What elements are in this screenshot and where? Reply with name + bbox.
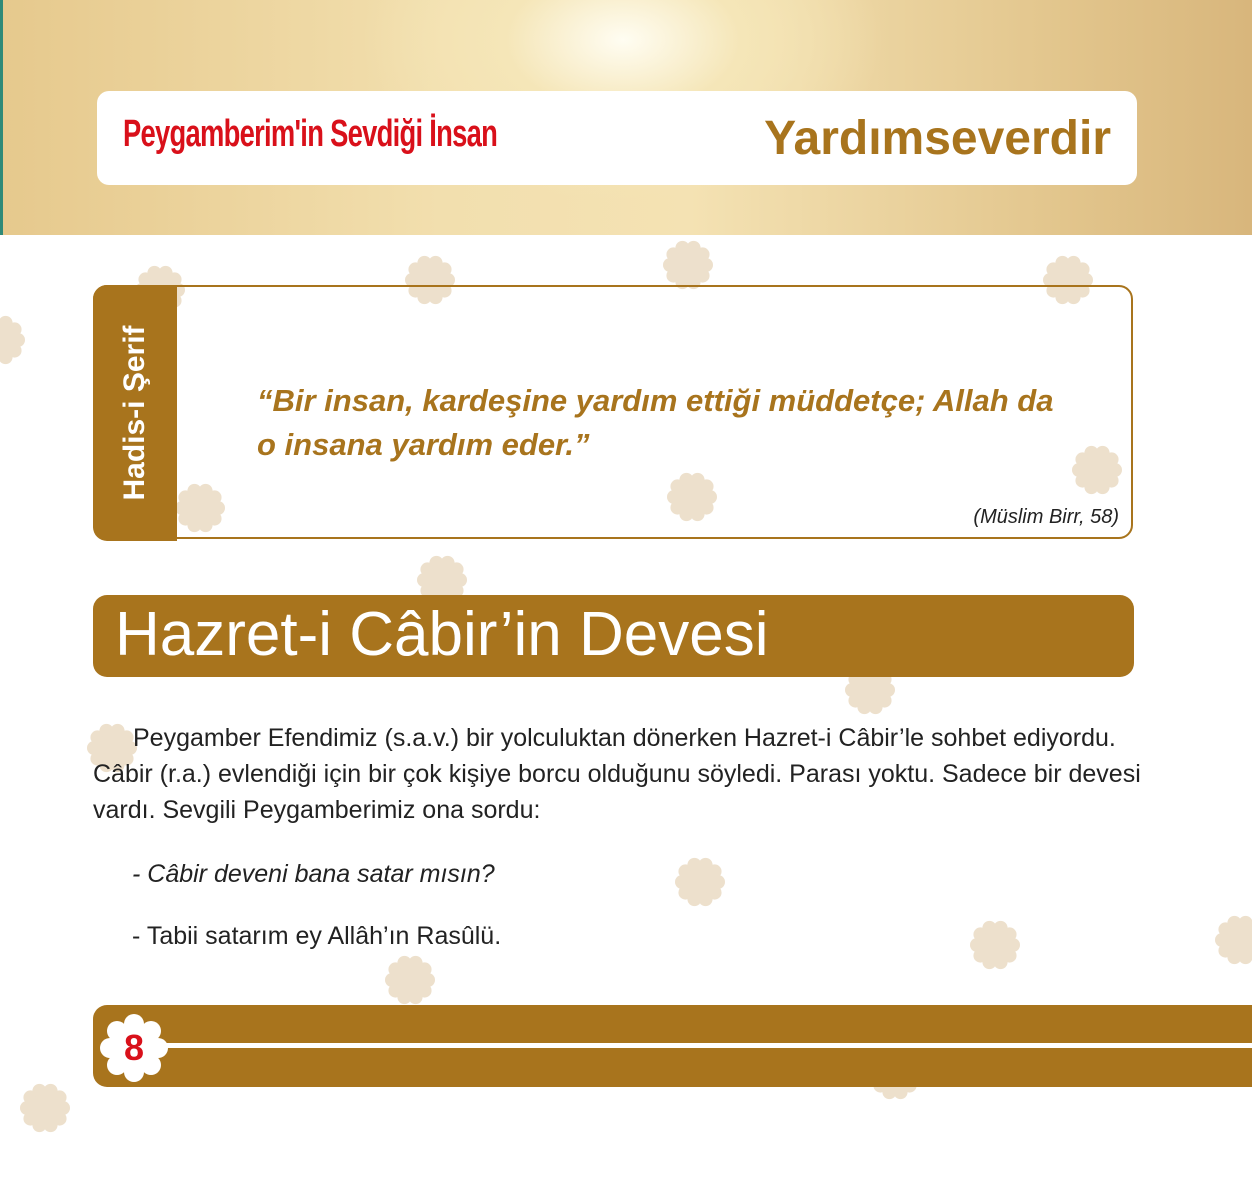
- hadis-tab: [93, 285, 177, 541]
- page-badge: [99, 1013, 169, 1083]
- story-body: [93, 720, 1143, 828]
- flower-decoration-icon: [662, 239, 714, 291]
- flower-decoration-icon: [969, 919, 1021, 971]
- flower-decoration-icon: [1214, 914, 1252, 966]
- title-bar: [97, 91, 1137, 185]
- flower-decoration-icon: [19, 1082, 71, 1134]
- footer-bar: [93, 1005, 1252, 1087]
- story-title-bar: [93, 595, 1134, 677]
- flower-decoration-icon: [674, 856, 726, 908]
- header-banner: [0, 0, 1252, 235]
- hadis-label: Hadis-i Şerif: [118, 325, 151, 501]
- series-title: Peygamberim'in Sevdiği İnsan: [123, 113, 498, 155]
- hadis-source: (Müslim Birr, 58): [973, 506, 1119, 528]
- footer-line: [153, 1043, 1252, 1048]
- page-number: 8: [123, 1027, 145, 1068]
- dialogue-line: - Tabii satarım ey Allâh’ın Rasûlü.: [132, 922, 502, 950]
- story-paragraph: Peygamber Efendimiz (s.a.v.) bir yolculuktan dönerken Hazret-i Câbir’le sohbet ediyordu. Câbir (r.a.) evlendiği için bir çok kişiye borcu olduğunu söyledi. Parası yoktu. Sadece bir devesi vardı. Sevgili Peygamberimiz ona sordu:: [93, 724, 1141, 824]
- story-title: Hazret-i Câbir’in Devesi: [115, 600, 769, 669]
- flower-decoration-icon: [0, 314, 26, 366]
- dialogue-line: - Câbir deveni bana satar mısın?: [132, 860, 495, 888]
- flower-decoration-icon: [384, 954, 436, 1006]
- hadis-quote: “Bir insan, kardeşine yardım ettiği müddetçe; Allah da o insana yardım eder.”: [257, 383, 1054, 462]
- hadis-box: [93, 285, 1133, 539]
- chapter-title: Yardımseverdir: [764, 112, 1111, 165]
